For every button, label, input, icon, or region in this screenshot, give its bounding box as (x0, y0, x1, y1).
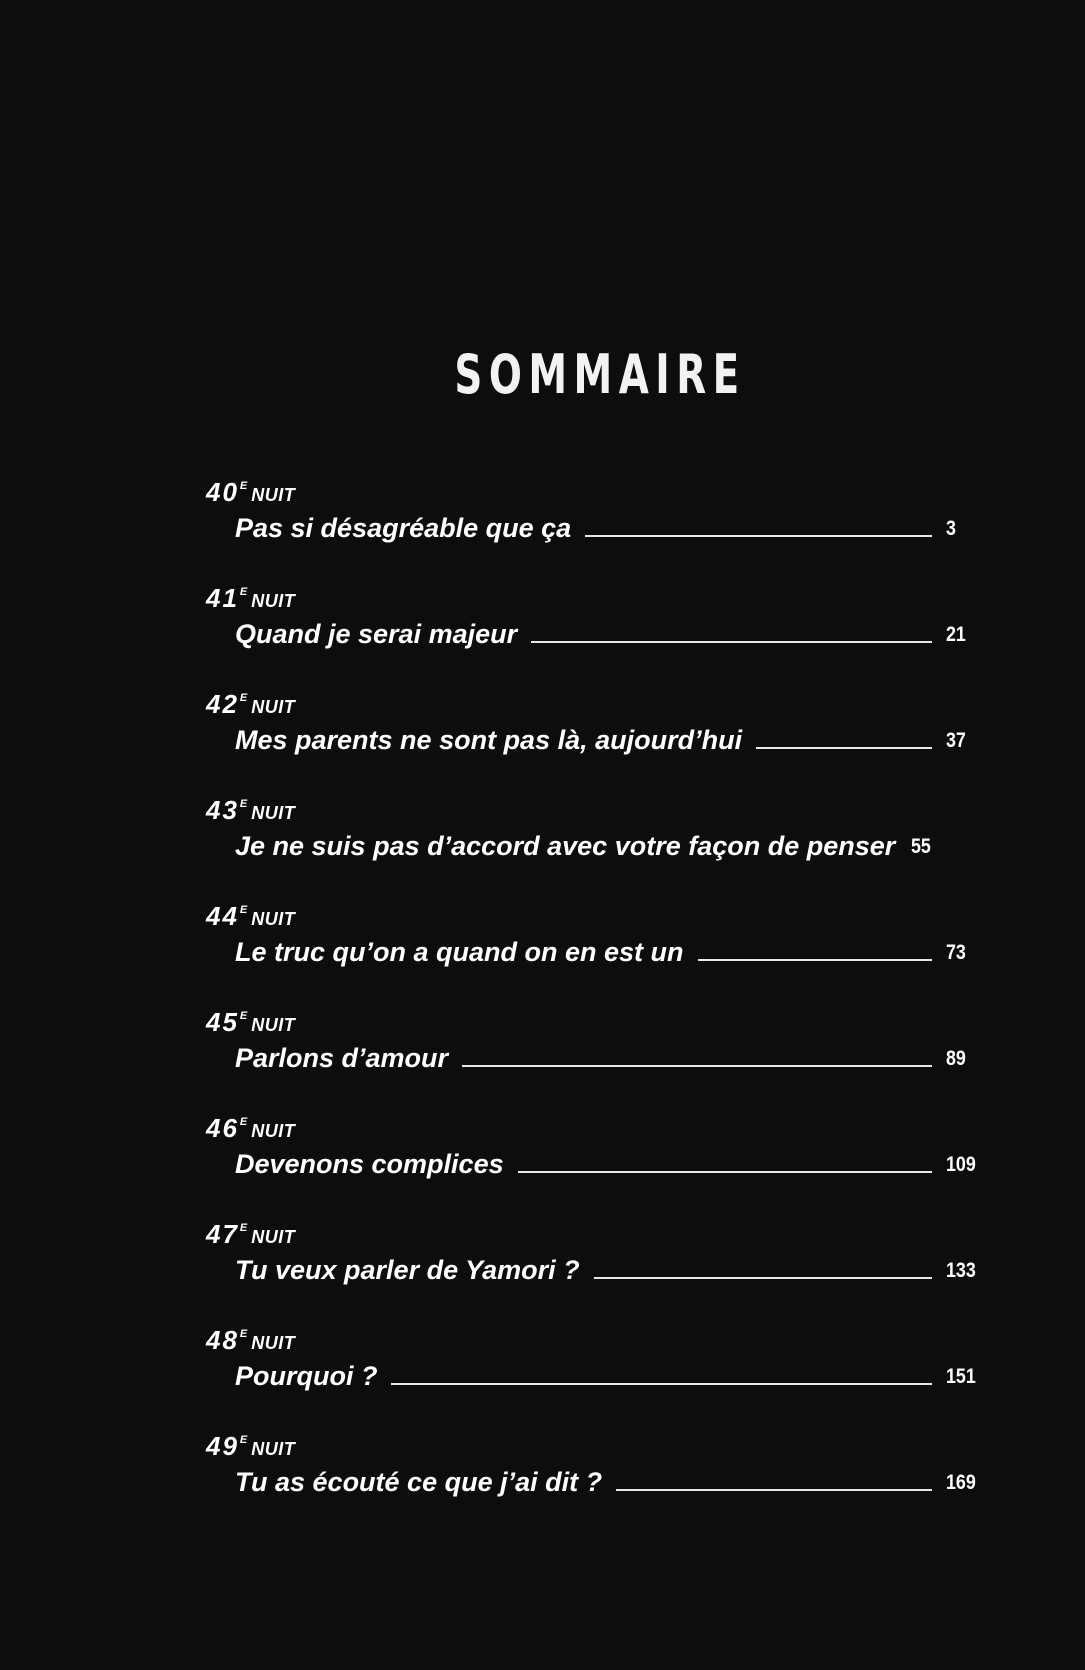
page-number: 109 (946, 1153, 976, 1176)
chapter-number-suffix: E (239, 1434, 248, 1446)
chapter-number-suffix: E (239, 798, 248, 810)
chapter-number: 41 (206, 583, 239, 613)
toc-line (235, 721, 986, 755)
page-number: 133 (946, 1259, 976, 1282)
chapter-label (206, 583, 295, 614)
chapter-number: 48 (206, 1325, 239, 1355)
page-title: SOMMAIRE (454, 343, 746, 406)
chapter-title: Je ne suis pas d’accord avec votre façon de penser (235, 831, 896, 861)
chapter-number: 47 (206, 1219, 239, 1249)
toc-line (235, 827, 986, 861)
dot-leader (594, 1276, 932, 1279)
chapter-word: NUIT (251, 909, 296, 929)
dot-leader (462, 1064, 932, 1067)
chapter-title: Pas si désagréable que ça (235, 513, 572, 543)
toc-entry[interactable] (206, 477, 986, 567)
page-number: 21 (946, 623, 966, 646)
page-number: 73 (946, 941, 966, 964)
toc-entry[interactable] (206, 1007, 986, 1097)
page-number: 37 (946, 729, 966, 752)
chapter-word: NUIT (251, 1439, 296, 1459)
toc-entry[interactable] (206, 901, 986, 991)
chapter-number-suffix: E (239, 1222, 248, 1234)
chapter-word: NUIT (251, 1121, 296, 1141)
chapter-title: Quand je serai majeur (235, 619, 518, 649)
dot-leader (518, 1170, 932, 1173)
toc-entry[interactable] (206, 689, 986, 779)
chapter-number-suffix: E (239, 586, 248, 598)
chapter-number-suffix: E (239, 692, 248, 704)
chapter-number-suffix: E (239, 1328, 248, 1340)
chapter-number: 40 (206, 477, 239, 507)
toc-line (235, 1039, 986, 1073)
chapter-label (206, 477, 295, 508)
chapter-title: Mes parents ne sont pas là, aujourd’hui (235, 725, 743, 755)
dot-leader (391, 1382, 932, 1385)
chapter-word: NUIT (251, 485, 296, 505)
chapter-number: 43 (206, 795, 239, 825)
page-number: 3 (946, 517, 956, 540)
dot-leader (616, 1488, 932, 1491)
dot-leader (531, 640, 932, 643)
toc-entry[interactable] (206, 1431, 986, 1521)
chapter-title: Parlons d’amour (235, 1043, 449, 1073)
chapter-word: NUIT (251, 1227, 296, 1247)
toc-line (235, 615, 986, 649)
chapter-word: NUIT (251, 1333, 296, 1353)
chapter-title: Tu veux parler de Yamori ? (235, 1255, 580, 1285)
chapter-title: Devenons complices (235, 1149, 504, 1179)
dot-leader (585, 534, 932, 537)
toc-line (235, 1251, 986, 1285)
page-number: 89 (946, 1047, 966, 1070)
chapter-word: NUIT (251, 803, 296, 823)
chapter-number-suffix: E (239, 1010, 248, 1022)
chapter-number: 45 (206, 1007, 239, 1037)
chapter-label (206, 1431, 295, 1462)
toc-line (235, 1463, 986, 1497)
chapter-number: 42 (206, 689, 239, 719)
page-number: 55 (911, 835, 932, 858)
chapter-number-suffix: E (239, 480, 248, 492)
toc-entry[interactable] (206, 583, 986, 673)
toc-line (235, 509, 986, 543)
chapter-label (206, 901, 295, 932)
toc-entry[interactable] (206, 1219, 986, 1309)
toc-line (235, 1357, 986, 1391)
chapter-label (206, 1113, 295, 1144)
chapter-number: 46 (206, 1113, 239, 1143)
chapter-number: 49 (206, 1431, 239, 1461)
chapter-title: Tu as écouté ce que j’ai dit ? (235, 1467, 603, 1497)
toc-line (235, 933, 986, 967)
chapter-title: Pourquoi ? (235, 1361, 378, 1391)
page-number: 169 (946, 1471, 976, 1494)
chapter-number-suffix: E (239, 904, 248, 916)
chapter-number-suffix: E (239, 1116, 248, 1128)
toc-entry[interactable] (206, 1325, 986, 1415)
chapter-label (206, 689, 295, 720)
dot-leader (756, 746, 932, 749)
chapter-label (206, 1219, 295, 1250)
chapter-number: 44 (206, 901, 239, 931)
chapter-word: NUIT (251, 697, 296, 717)
chapter-label (206, 795, 295, 826)
toc-entry[interactable] (206, 795, 986, 885)
chapter-label (206, 1325, 295, 1356)
dot-leader (698, 958, 932, 961)
chapter-title: Le truc qu’on a quand on en est un (235, 937, 684, 967)
chapter-word: NUIT (251, 1015, 296, 1035)
toc-entry[interactable] (206, 1113, 986, 1203)
toc-line (235, 1145, 986, 1179)
page-number: 151 (946, 1365, 976, 1388)
chapter-word: NUIT (251, 591, 296, 611)
chapter-label (206, 1007, 295, 1038)
